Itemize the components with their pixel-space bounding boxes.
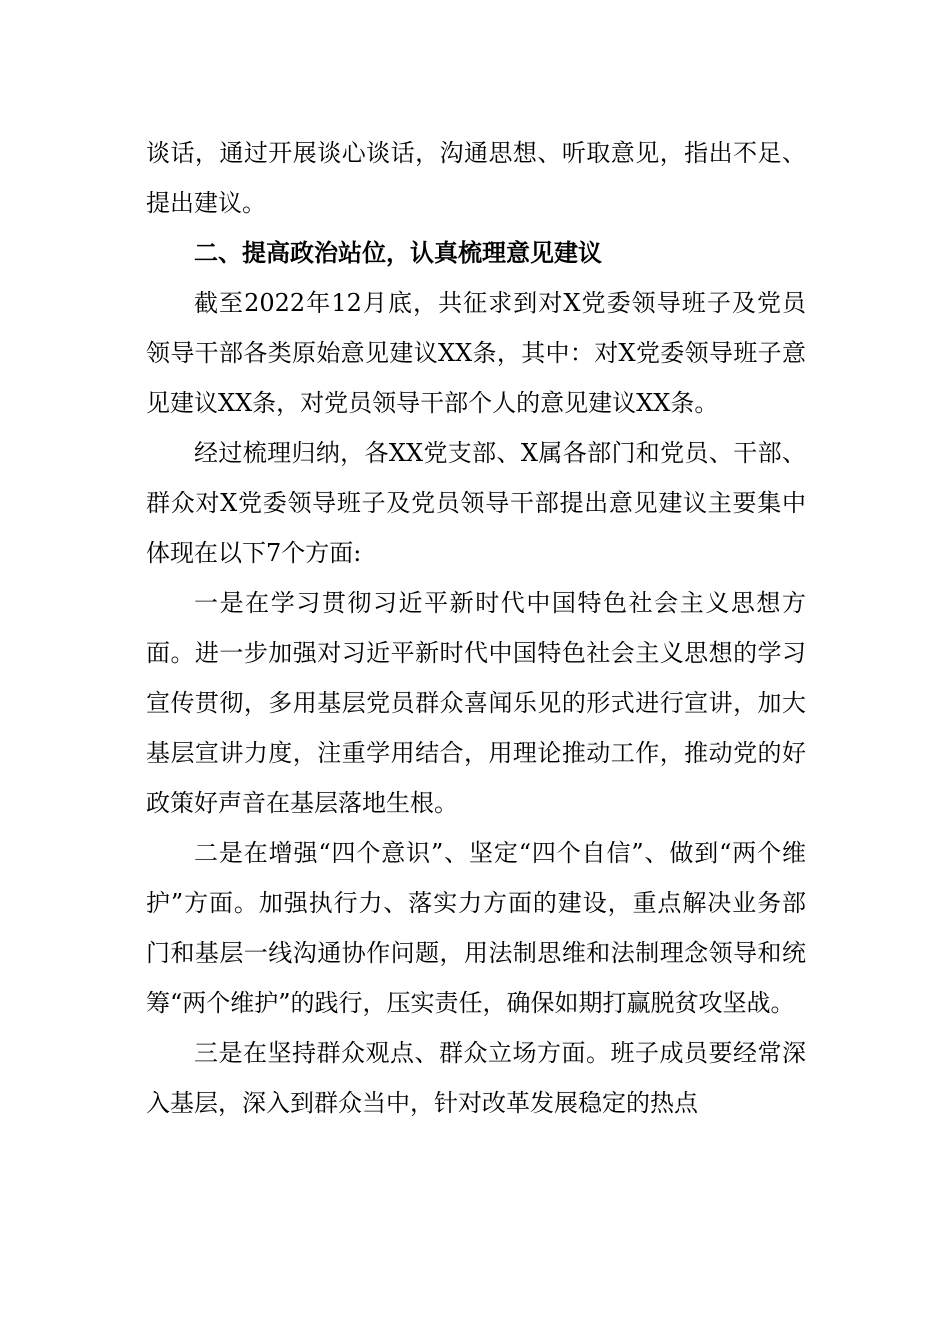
paragraph-point-1: 一是在学习贯彻习近平新时代中国特色社会主义思想方面。进一步加强对习近平新时代中国特色社会主义思想的学习宣传贯彻，多用基层党员群众喜闻乐见的形式进行宣讲，加大基层宣讲力度，注重学用结合，用理论推动工作，推动党的好政策好声音在基层落地生根。 (146, 589, 806, 817)
section-heading: 二、提高政治站位，认真梳理意见建议 (194, 239, 602, 267)
paragraph-summary: 截至2022年12月底，共征求到对X党委领导班子及党员领导干部各类原始意见建议XX条，其中：对X党委领导班子意见建议XX条，对党员领导干部个人的意见建议XX条。 (146, 289, 806, 417)
paragraph-point-3: 三是在坚持群众观点、群众立场方面。班子成员要经常深入基层，深入到群众当中，针对改革发展稳定的热点 (146, 1039, 806, 1117)
document-body (146, 128, 806, 1128)
paragraph-continuation: 谈话，通过开展谈心谈话，沟通思想、听取意见，指出不足、提出建议。 (146, 139, 806, 217)
paragraph-point-2: 二是在增强“四个意识”、坚定“四个自信”、做到“两个维护”方面。加强执行力、落实力方面的建设，重点解决业务部门和基层一线沟通协作问题，用法制思维和法制理念领导和统筹“两个维护”的践行，压实责任，确保如期打赢脱贫攻坚战。 (146, 839, 806, 1017)
paragraph-overview: 经过梳理归纳，各XX党支部、X属各部门和党员、干部、群众对X党委领导班子及党员领导干部提出意见建议主要集中体现在以下7个方面: (146, 439, 806, 567)
